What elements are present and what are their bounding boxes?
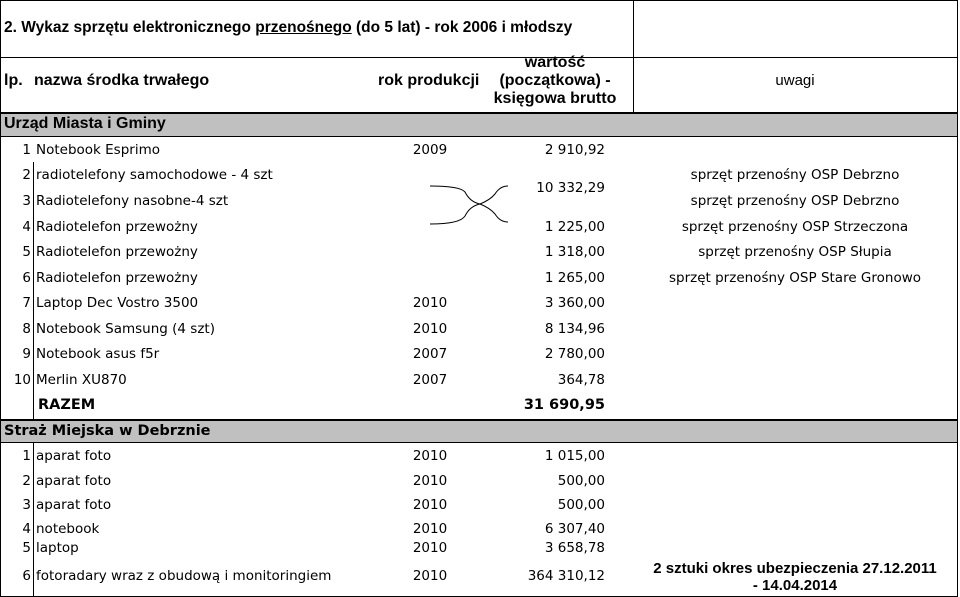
row-value: 500,00 [557, 497, 605, 513]
header-value-3: księgowa brutto [493, 90, 617, 107]
row-name: Radiotelefon przewożny [36, 270, 198, 286]
row-lp: 7 [22, 295, 31, 311]
row-lp: 4 [22, 219, 31, 235]
row-lp: 9 [22, 346, 31, 362]
header-name: nazwa środka trwałego [34, 72, 210, 89]
section2-note-1: 2 sztuki okres ubezpieczenia 27.12.2011 [653, 560, 937, 577]
row-name: Notebook Samsung (4 szt) [36, 321, 215, 337]
row-year: 2010 [412, 540, 448, 556]
row-lp: 1 [22, 448, 31, 464]
total-value: 31 690,95 [523, 397, 605, 413]
row-year: 2010 [412, 295, 448, 311]
row-name: Laptop Dec Vostro 3500 [36, 295, 199, 311]
row-name: radiotelefony samochodowe - 4 szt [36, 167, 273, 183]
row-name: Radiotelefon przewożny [36, 244, 198, 260]
row-year: 2010 [412, 321, 448, 337]
row-lp: 2 [22, 473, 31, 489]
row-value: 2 780,00 [544, 346, 605, 362]
row-value: 364 310,12 [527, 568, 605, 584]
row-name: notebook [36, 521, 100, 537]
row-note: sprzęt przenośny OSP Stare Gronowo [668, 270, 922, 286]
row-name: fotoradary wraz z obudową i monitoringiem [36, 568, 332, 584]
row-value: 3 658,78 [544, 540, 605, 556]
row-lp: 4 [22, 521, 31, 537]
row-value: 2 910,92 [544, 142, 605, 158]
row-lp: 5 [22, 540, 31, 556]
row-name: Notebook asus f5r [36, 346, 160, 362]
row-lp: 6 [22, 270, 31, 286]
row-value: 364,78 [557, 372, 605, 388]
row-year: 2010 [412, 448, 448, 464]
row-name: Notebook Esprimo [36, 142, 160, 158]
row-year: 2010 [412, 473, 448, 489]
row-value: 8 134,96 [544, 321, 605, 337]
row-lp: 6 [22, 568, 31, 584]
row-value: 6 307,40 [544, 521, 605, 537]
row-lp: 2 [22, 167, 31, 183]
row-value: 3 360,00 [544, 295, 605, 311]
total-label: RAZEM [38, 397, 96, 413]
row-name: aparat foto [36, 473, 112, 489]
row-lp: 5 [22, 244, 31, 260]
row-value: 1 015,00 [544, 448, 605, 464]
row-value: 1 225,00 [544, 219, 605, 235]
row-name: Radiotelefony nasobne-4 szt [36, 193, 229, 209]
section1-label: Urząd Miasta i Gminy [4, 115, 166, 132]
row-name: laptop [36, 540, 79, 556]
row-value: 1 265,00 [544, 270, 605, 286]
header-value-1: wartość [524, 54, 586, 71]
row-year: 2010 [412, 568, 448, 584]
row-lp: 8 [22, 321, 31, 337]
header-notes: uwagi [775, 72, 815, 89]
row-name: Merlin XU870 [36, 372, 127, 388]
row-year: 2010 [412, 497, 448, 513]
row-name: aparat foto [36, 497, 112, 513]
row-year: 2009 [412, 142, 448, 158]
header-year: rok produkcji [378, 72, 480, 89]
row-note: sprzęt przenośny OSP Strzeczona [681, 219, 909, 235]
row-lp: 10 [13, 372, 31, 388]
report-title: 2. Wykaz sprzętu elektronicznego przenośnego (do 5 lat) - rok 2006 i młodszy [4, 19, 573, 36]
row-note: sprzęt przenośny OSP Słupia [698, 244, 892, 260]
row-year: 2007 [412, 346, 448, 362]
row-year: 2007 [412, 372, 448, 388]
row-lp: 3 [22, 193, 31, 209]
row-value: 1 318,00 [544, 244, 605, 260]
header-lp: lp. [4, 72, 23, 89]
row-year: 2010 [412, 521, 448, 537]
section2-label: Straż Miejska w Debrznie [4, 423, 211, 439]
combined-value-rows-2-3: 10 332,29 [536, 180, 605, 196]
row-value: 500,00 [557, 473, 605, 489]
row-name: Radiotelefon przewożny [36, 219, 198, 235]
row-note: sprzęt przenośny OSP Debrzno [690, 167, 900, 183]
header-value-2: (początkowa) - [499, 72, 611, 89]
row-note: sprzęt przenośny OSP Debrzno [690, 193, 900, 209]
section2-note-2: - 14.04.2014 [752, 577, 838, 594]
bracket-connector [420, 180, 515, 228]
row-name: aparat foto [36, 448, 112, 464]
row-lp: 3 [22, 497, 31, 513]
row-lp: 1 [22, 142, 31, 158]
